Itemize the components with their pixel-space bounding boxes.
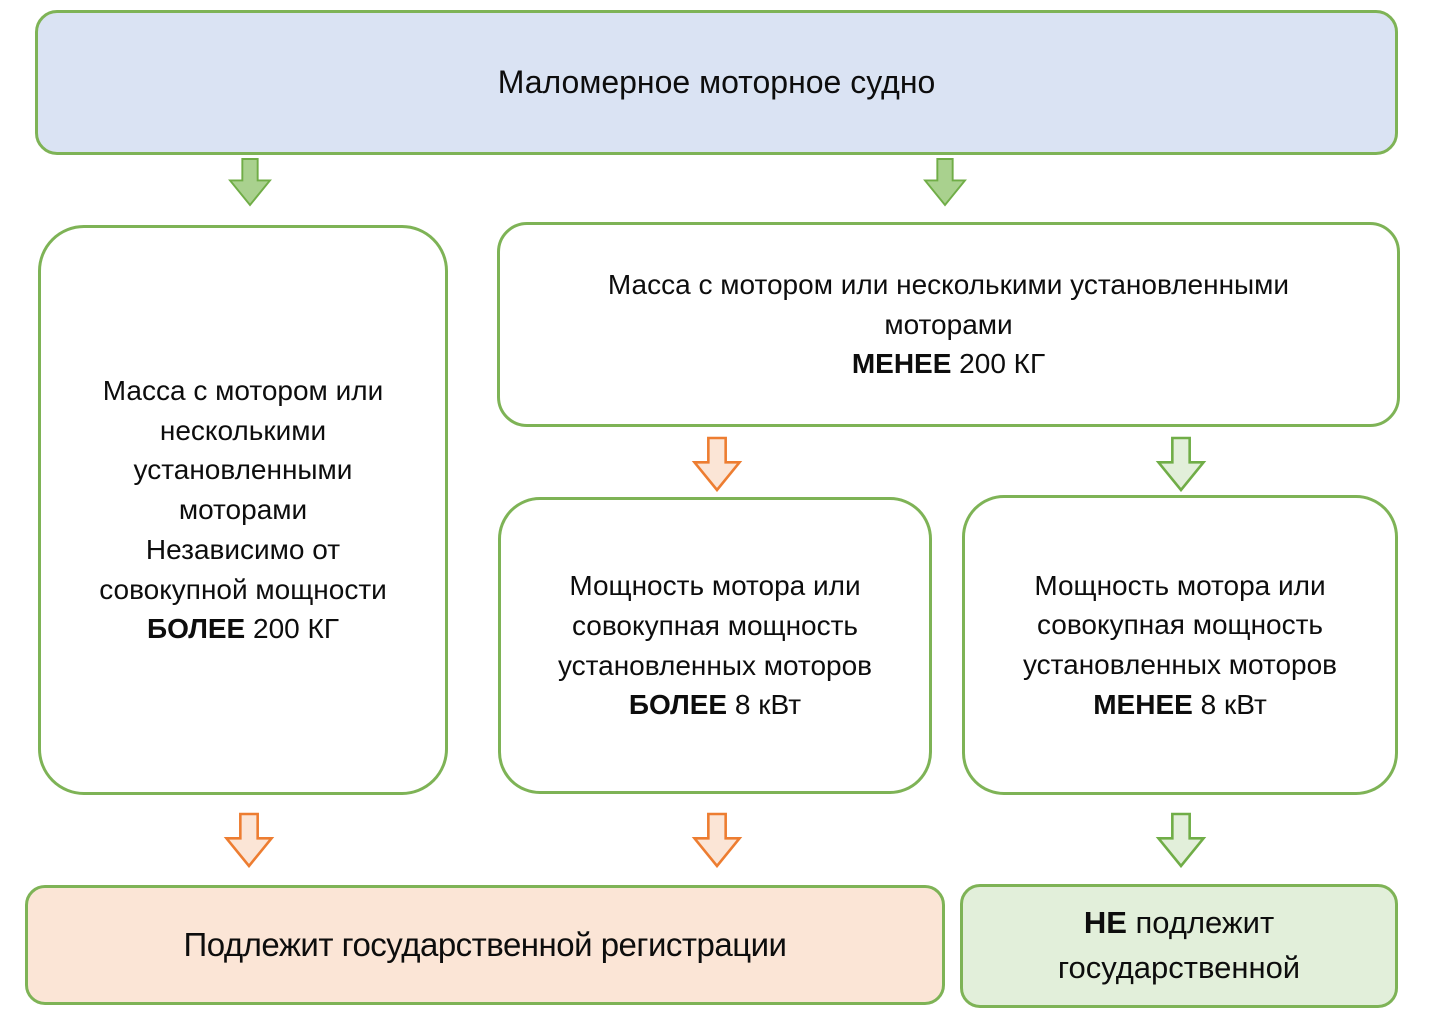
node-mass-under-200-text: [500, 265, 1397, 384]
node-root-label: Маломерное моторное судно: [497, 64, 936, 100]
node-text-suffix: 8 кВт: [727, 689, 802, 721]
node-text-suffix: 200 КГ: [245, 613, 339, 645]
node-text-suffix: 200 КГ: [951, 348, 1046, 380]
down-arrow-icon: [691, 436, 743, 492]
node-text-suffix: 8 кВт: [1192, 688, 1267, 720]
node-text-lines: Масса с мотором или несколькими установленными моторами Независимо от совокупной мощности: [99, 374, 387, 605]
node-text-line2: государственной: [1057, 950, 1301, 985]
node-root: [35, 10, 1398, 155]
node-text-bold: БОЛЕЕ: [147, 613, 246, 645]
node-result-registration: [25, 885, 945, 1005]
down-arrow-icon: [223, 812, 275, 868]
node-power-under-8: [962, 495, 1398, 795]
node-result-no-registration: [960, 884, 1398, 1008]
down-arrow-icon: [691, 812, 743, 868]
node-text-lines: Мощность мотора или совокупная мощность установленных моторов: [557, 570, 873, 681]
node-text-lines: Масса с мотором или несколькими установленными моторами: [607, 268, 1290, 340]
node-result-no-registration-text: [963, 901, 1395, 991]
node-text-bold: НЕ: [1083, 905, 1127, 941]
down-arrow-icon: [1155, 436, 1207, 492]
node-result-registration-label: Подлежит государственной регистрации: [183, 926, 787, 963]
node-mass-over-200-text: [41, 371, 445, 649]
node-power-under-8-text: [965, 566, 1395, 725]
node-mass-under-200: [497, 222, 1400, 427]
node-mass-over-200: [38, 225, 448, 795]
node-power-over-8: [498, 497, 932, 794]
node-power-over-8-text: [501, 566, 929, 725]
node-text-lines: Мощность мотора или совокупная мощность установленных моторов: [1022, 569, 1338, 680]
down-arrow-icon: [922, 156, 968, 208]
node-text-bold: МЕНЕЕ: [1093, 688, 1193, 720]
node-text-bold: БОЛЕЕ: [628, 689, 728, 721]
node-text-rest: подлежит: [1126, 905, 1275, 941]
down-arrow-icon: [1155, 812, 1207, 868]
down-arrow-icon: [227, 156, 273, 208]
node-text-bold: МЕНЕЕ: [851, 348, 952, 380]
